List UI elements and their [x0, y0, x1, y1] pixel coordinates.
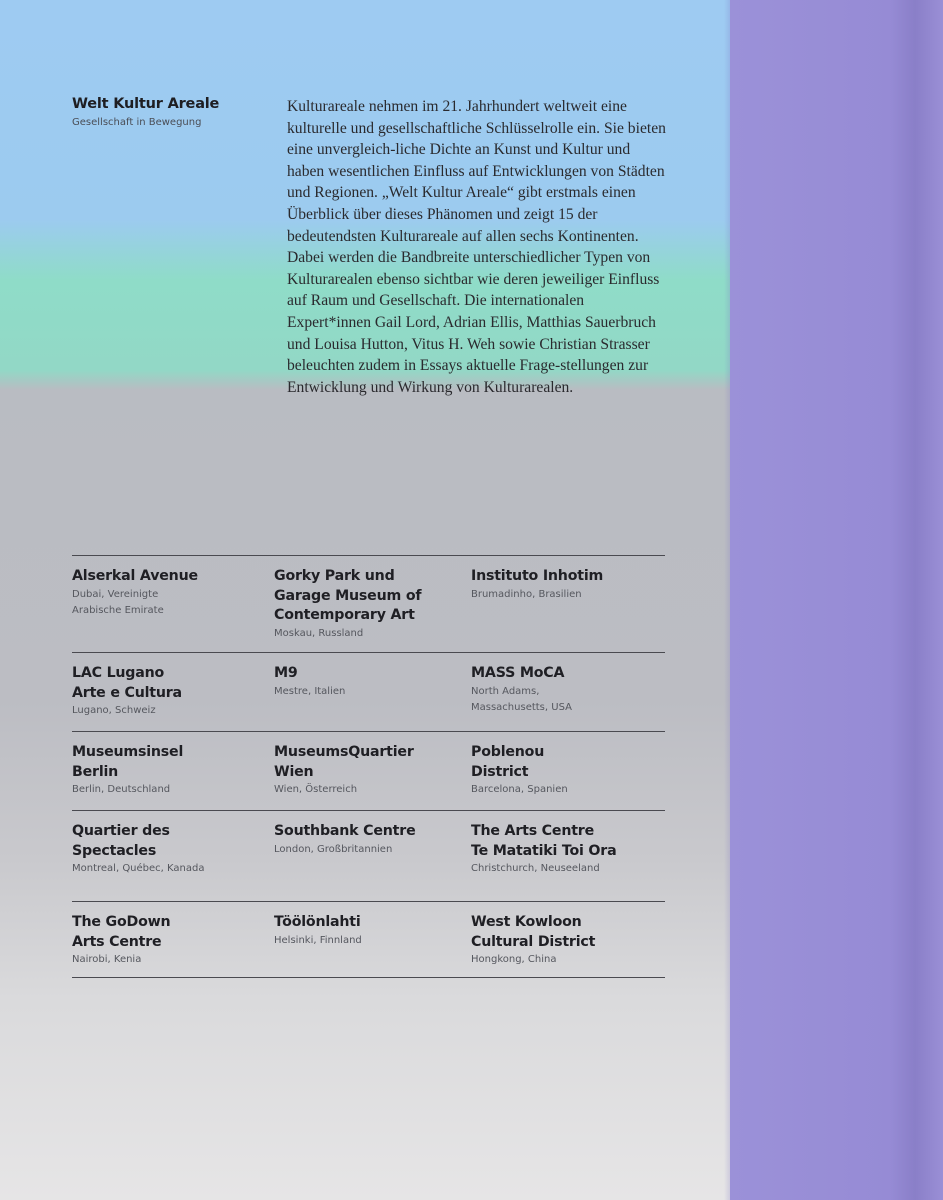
book-title: Welt Kultur Areale: [72, 96, 220, 112]
venue-location: Barcelona, Spanien: [471, 784, 568, 795]
venue-location: Hongkong, China: [471, 954, 557, 965]
venue-name: MuseumsQuartier Wien: [274, 744, 414, 780]
venue-name: Töölönlahti: [274, 914, 361, 930]
venue-name: The GoDown Arts Centre: [72, 914, 171, 950]
venue-name: Quartier des Spectacles: [72, 823, 170, 859]
venue-location: Dubai, Vereinigte Arabische Emirate: [72, 588, 164, 616]
venue-location: North Adams, Massachusetts, USA: [471, 685, 572, 713]
venue-row: [72, 810, 665, 901]
venue-name: LAC Lugano Arte e Cultura: [72, 665, 182, 701]
venue-entry: [471, 556, 665, 652]
venue-grid: [72, 555, 665, 978]
venue-entry: [274, 732, 471, 810]
intro-text: Kulturareale nehmen im 21. Jahrhundert weltweit eine kulturelle und gesellschaftliche Schlüsselrolle ein. Sie bieten eine unvergleich-liche Dichte an Kunst und Kultur und haben wesentlichen Einfluss auf Entwicklungen von Städten und Regionen. „Welt Kultur Areale“ gibt erstmals einen Überblick über dieses Phänomen und zeigt 15 der bedeutendsten Kulturareale auf allen sechs Kontinenten. Dabei werden die Bandbreite unterschiedlicher Typen von Kulturarealen ebenso sichtbar wie deren jeweiliger Einfluss auf Raum und Gesellschaft. Die internationalen Expert*innen Gail Lord, Adrian Ellis, Matthias Sauerbruch und Louisa Hutton, Vitus H. Weh sowie Christian Strasser beleuchten zudem in Essays aktuelle Frage-stellungen zur Entwicklung und Wirkung von Kulturarealen.: [287, 98, 666, 396]
venue-entry: [72, 653, 274, 731]
book-spine: [730, 0, 943, 1200]
book-subtitle: Gesellschaft in Bewegung: [72, 117, 202, 128]
venue-entry: [471, 653, 665, 731]
venue-entry: [471, 902, 665, 977]
venue-name: Gorky Park und Garage Museum of Contemporary Art: [274, 568, 422, 623]
venue-name: Instituto Inhotim: [471, 568, 604, 584]
venue-entry: [72, 811, 274, 901]
venue-entry: [471, 732, 665, 810]
venue-location: Moskau, Russland: [274, 627, 364, 639]
venue-entry: [274, 811, 471, 901]
venue-location: Montreal, Québec, Kanada: [72, 863, 205, 874]
venue-name: Poblenou District: [471, 744, 545, 780]
venue-entry: [72, 732, 274, 810]
venue-name: Museumsinsel Berlin: [72, 744, 184, 780]
venue-row: [72, 555, 665, 652]
venue-name: West Kowloon Cultural District: [471, 914, 596, 950]
venue-name: Southbank Centre: [274, 823, 416, 839]
venue-location: Berlin, Deutschland: [72, 784, 171, 795]
venue-location: Lugano, Schweiz: [72, 705, 156, 716]
venue-entry: [274, 902, 471, 977]
venue-row: [72, 901, 665, 978]
venue-entry: [72, 902, 274, 977]
venue-location: Wien, Österreich: [274, 784, 358, 795]
venue-name: The Arts Centre Te Matatiki Toi Ora: [471, 823, 617, 859]
venue-entry: [274, 556, 471, 652]
venue-name: MASS MoCA: [471, 665, 565, 681]
venue-row: [72, 652, 665, 731]
venue-name: Alserkal Avenue: [72, 568, 198, 584]
venue-row: [72, 731, 665, 810]
venue-location: London, Großbritannien: [274, 843, 393, 855]
venue-entry: [471, 811, 665, 901]
venue-location: Mestre, Italien: [274, 685, 346, 697]
venue-name: M9: [274, 665, 298, 681]
venue-location: Nairobi, Kenia: [72, 954, 142, 965]
venue-entry: [274, 653, 471, 731]
venue-location: Brumadinho, Brasilien: [471, 588, 582, 600]
venue-entry: [72, 556, 274, 652]
venue-location: Helsinki, Finnland: [274, 934, 362, 946]
venue-location: Christchurch, Neuseeland: [471, 863, 600, 874]
